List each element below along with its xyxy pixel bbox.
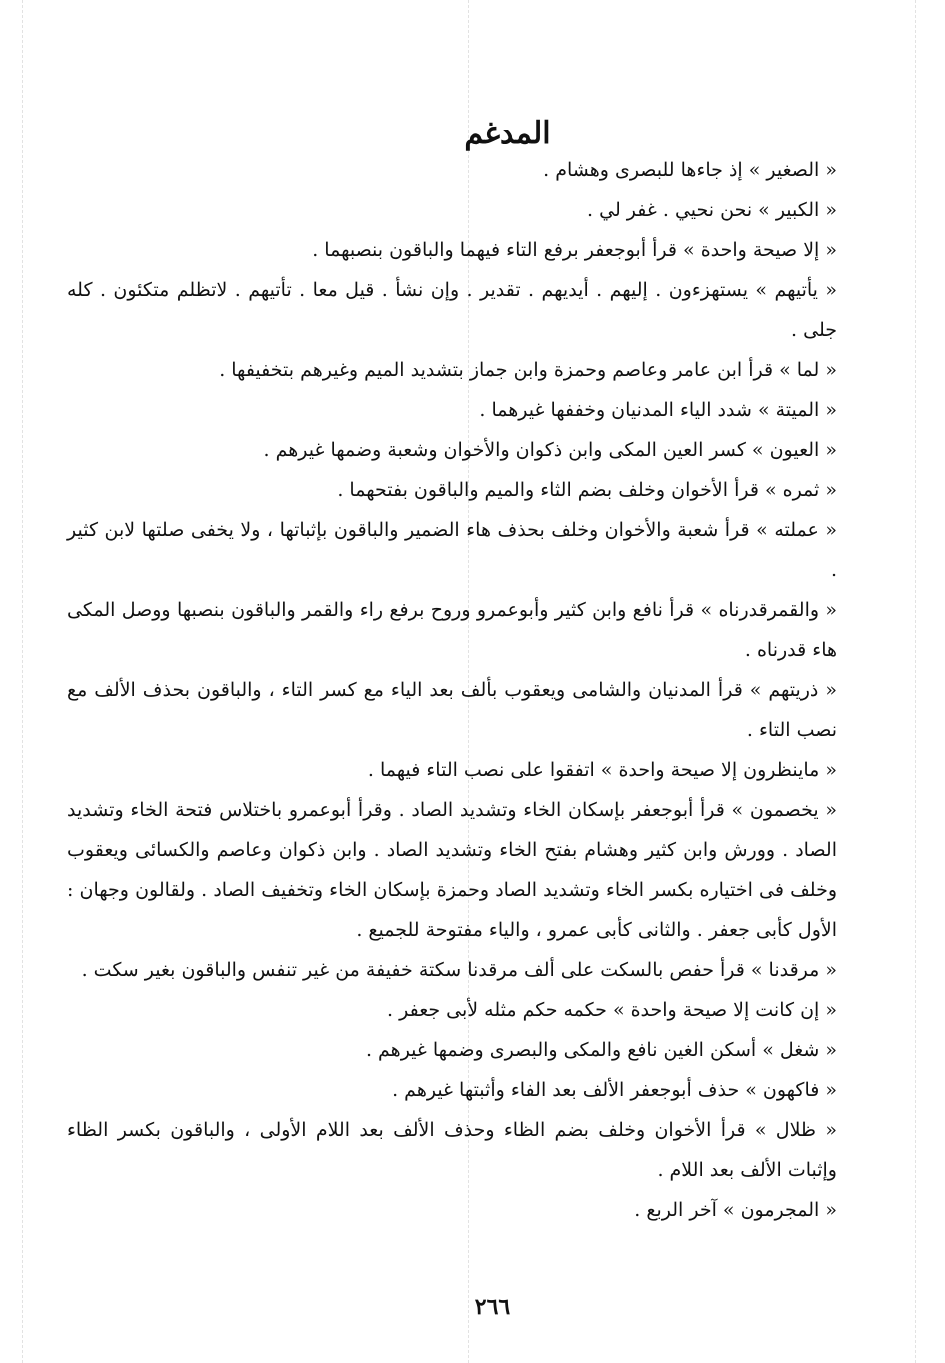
- scan-margin-line: [915, 0, 916, 1363]
- paragraph: « لما » قرأ ابن عامر وعاصم وحمزة وابن جماز بتشديد الميم وغيرهم بتخفيفها .: [219, 359, 837, 381]
- page-heading: المدغم: [464, 116, 551, 152]
- paragraph: « ثمره » قرأ الأخوان وخلف بضم الثاء والميم والباقون بفتحهما .: [337, 479, 837, 501]
- paragraph: « يأتيهم » يستهزءون . إليهم . أيديهم . تقدير . وإن نشأ . قيل معا . تأتيهم . لاتظلم متكئون . كله جلى .: [67, 279, 837, 341]
- paragraph: « يخصمون » قرأ أبوجعفر بإسكان الخاء وتشديد الصاد . وقرأ أبوعمرو باختلاس فتحة الخاء وتشديد الصاد . وورش وابن كثير وهشام بفتح الخاء وتشديد الصاد . وابن ذكوان وعاصم والكسائى ويعقوب وخلف فى اختياره بكسر الخاء وتشديد الصاد وحمزة بإسكان الخاء وتخفيف الصاد . ولقالون وجهان : الأول كأبى جعفر . والثانى كأبى عمرو ، والياء مفتوحة للجميع .: [67, 799, 837, 941]
- body-text: [67, 150, 837, 1230]
- paragraph: « المجرمون » آخر الربع .: [634, 1199, 837, 1221]
- paragraph: « ماينظرون إلا صيحة واحدة » اتفقوا على نصب التاء فيهما .: [367, 759, 837, 781]
- scan-margin-line: [22, 0, 23, 1363]
- paragraph: « والقمرقدرناه » قرأ نافع وابن كثير وأبوعمرو وروح برفع راء والقمر والباقون بنصبها ووصل المكى هاء قدرناه .: [67, 599, 837, 661]
- paragraph: « شغل » أسكن الغين نافع والمكى والبصرى وضمها غيرهم .: [365, 1039, 837, 1061]
- page-number: ٢٦٦: [474, 1294, 511, 1320]
- paragraph: « الصغير » إذ جاءها للبصرى وهشام .: [543, 159, 837, 181]
- paragraph: « عملته » قرأ شعبة والأخوان وخلف بحذف هاء الضمير والباقون بإثباتها ، ولا يخفى صلتها لابن كثير .: [67, 519, 837, 581]
- paragraph: « ذريتهم » قرأ المدنيان والشامى ويعقوب بألف بعد الياء مع كسر التاء ، والباقون بحذف الألف مع نصب التاء .: [67, 679, 837, 741]
- paragraph: « إن كانت إلا صيحة واحدة » حكمه حكم مثله لأبى جعفر .: [387, 999, 837, 1021]
- paragraph: « مرقدنا » قرأ حفص بالسكت على ألف مرقدنا سكتة خفيفة من غير تنفس والباقون بغير سكت .: [81, 959, 837, 981]
- paragraph: « الكبير » نحن نحيي . غفر لي .: [587, 199, 837, 221]
- paragraph: « إلا صيحة واحدة » قرأ أبوجعفر برفع التاء فيهما والباقون بنصبهما .: [312, 239, 837, 261]
- paragraph: « الميتة » شدد الياء المدنيان وخففها غيرهما .: [479, 399, 837, 421]
- paragraph: « العيون » كسر العين المكى وابن ذكوان والأخوان وشعبة وضمها غيرهم .: [263, 439, 837, 461]
- paragraph: « ظلال » قرأ الأخوان وخلف بضم الظاء وحذف الألف بعد اللام الأولى ، والباقون بكسر الظاء وإثبات الألف بعد اللام .: [67, 1119, 837, 1181]
- paragraph: « فاكهون » حذف أبوجعفر الألف بعد الفاء وأثبتها غيرهم .: [392, 1079, 837, 1101]
